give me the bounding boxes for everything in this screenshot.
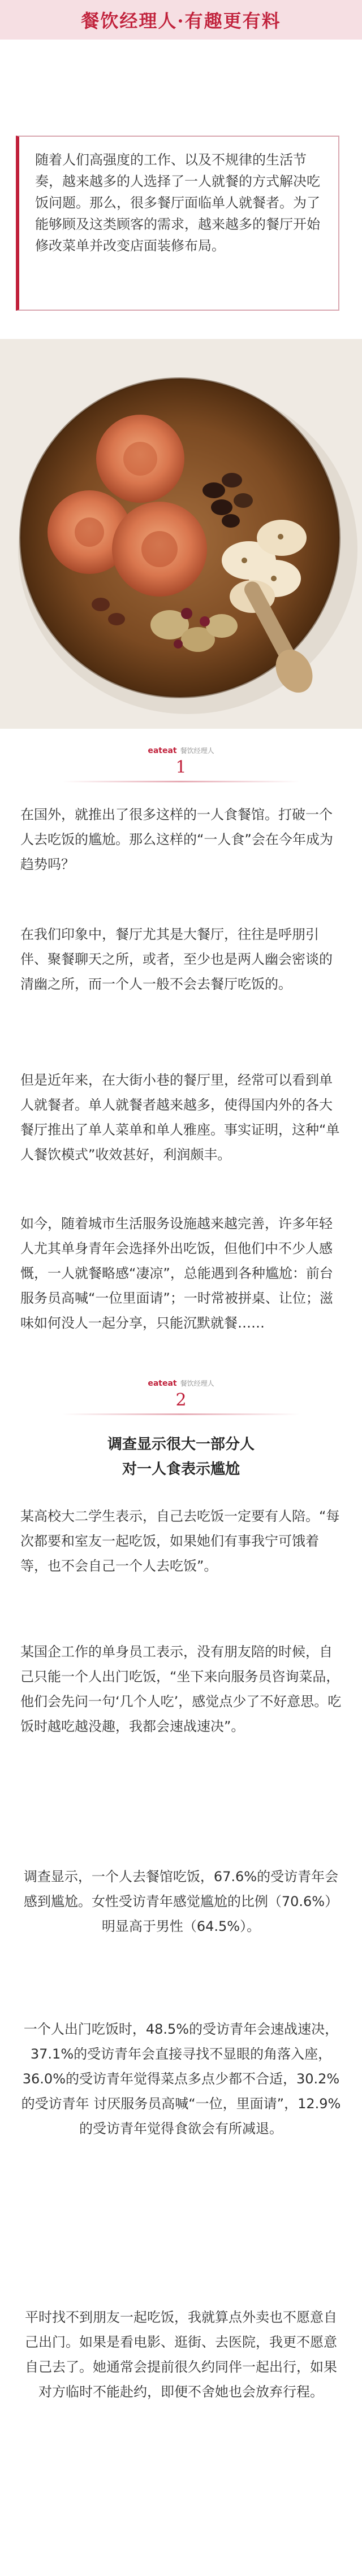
- eateat-logo: eateat: [148, 1379, 177, 1388]
- section-divider: [62, 1413, 300, 1415]
- paragraph: 在我们印象中，餐厅尤其是大餐厅，往往是呼朋引伴、聚餐聊天之所，或者，至少也是两人幽会密谈的清幽之所，而一个人一般不会去餐厅吃饭的。: [20, 926, 333, 992]
- paragraph: 某高校大二学生表示，自己去吃饭一定要有人陪。“每次都要和室友一起吃饭，如果她们有事我宁可饿着等，也不会自己一个人去吃饭”。: [20, 1508, 340, 1574]
- header-banner: [0, 0, 362, 40]
- paragraph: 但是近年来，在大街小巷的餐厅里，经常可以看到单人就餐者。单人就餐者越来越多，使得国内外的各大餐厅推出了单人菜单和单人雅座。事实证明，这种“单人餐饮模式”收效甚好，利润颇丰。: [20, 1072, 340, 1163]
- paragraph: 调查显示，一个人去餐馆吃饭，67.6%的受访青年会感到尴尬。女性受访青年感觉尴尬的比例（70.6%）明显高于男性（64.5%）。: [23, 1869, 339, 1934]
- paragraph: 如今，随着城市生活服务设施越来越完善，许多年轻人尤其单身青年会选择外出吃饭，但他们中不少人感慨，一人就餐略感“凄凉”，总能遇到各种尴尬：前台服务员高喊“一位里面请”；一时常被拼桌、让位；滋味如何没人一起分享，只能沉默就餐……: [20, 1216, 333, 1331]
- section-2-header: [0, 1377, 362, 1415]
- paragraph: 在国外，就推出了很多这样的一人食餐馆。打破一个人去吃饭的尴尬。那么这样的“一人食”会在今年成为趋势吗？: [20, 807, 333, 872]
- eateat-logo: eateat: [148, 746, 177, 755]
- food-plate-image: [0, 339, 362, 729]
- section-2-number: 2: [175, 1390, 187, 1410]
- section-2-title-line2: 对一人食表示尴尬: [122, 1461, 240, 1478]
- logo-tagline: 餐饮经理人: [180, 1380, 214, 1387]
- food-photo: [0, 339, 362, 729]
- banner-title: 餐饮经理人·有趣更有料: [81, 10, 281, 32]
- section-1-header: [0, 745, 362, 782]
- paragraph: 某国企工作的单身员工表示，没有朋友陪的时候，自己只能一个人出门吃饭，“坐下来向服务员咨询菜品，他们会先问一句‘几个人吃’，感觉点少了不好意思。吃饭时越吃越没趣，我都会速战速决”。: [20, 1644, 342, 1734]
- intro-box: [16, 136, 339, 311]
- paragraph: 一个人出门吃饭时，48.5%的受访青年会速战速决，37.1%的受访青年会直接寻找不显眼的角落入座，36.0%的受访青年觉得菜点多点少都不合适，30.2%的受访青年 讨厌服务员高喊“一位，里面请”，12.9%的受访青年觉得食欲会有所减退。: [21, 2021, 341, 2136]
- paragraph: 平时找不到朋友一起吃饭，我就算点外卖也不愿意自己出门。如果是看电影、逛街、去医院，我更不愿意自己去了。她通常会提前很久约同伴一起出行，如果对方临时不能赴约，即便不舍她也会放弃行程。: [25, 2309, 337, 2400]
- section-1-number: 1: [175, 758, 187, 777]
- section-divider: [62, 781, 300, 782]
- section-2-title-line1: 调查显示很大一部分人: [107, 1436, 255, 1453]
- logo-tagline: 餐饮经理人: [180, 747, 214, 755]
- intro-text: 随着人们高强度的工作、以及不规律的生活节奏，越来越多的人选择了一人就餐的方式解决吃饭问题。那么，很多餐厅面临单人就餐者。为了能够顾及这类顾客的需求，越来越多的餐厅开始修改菜单并改变店面装修布局。: [35, 152, 320, 254]
